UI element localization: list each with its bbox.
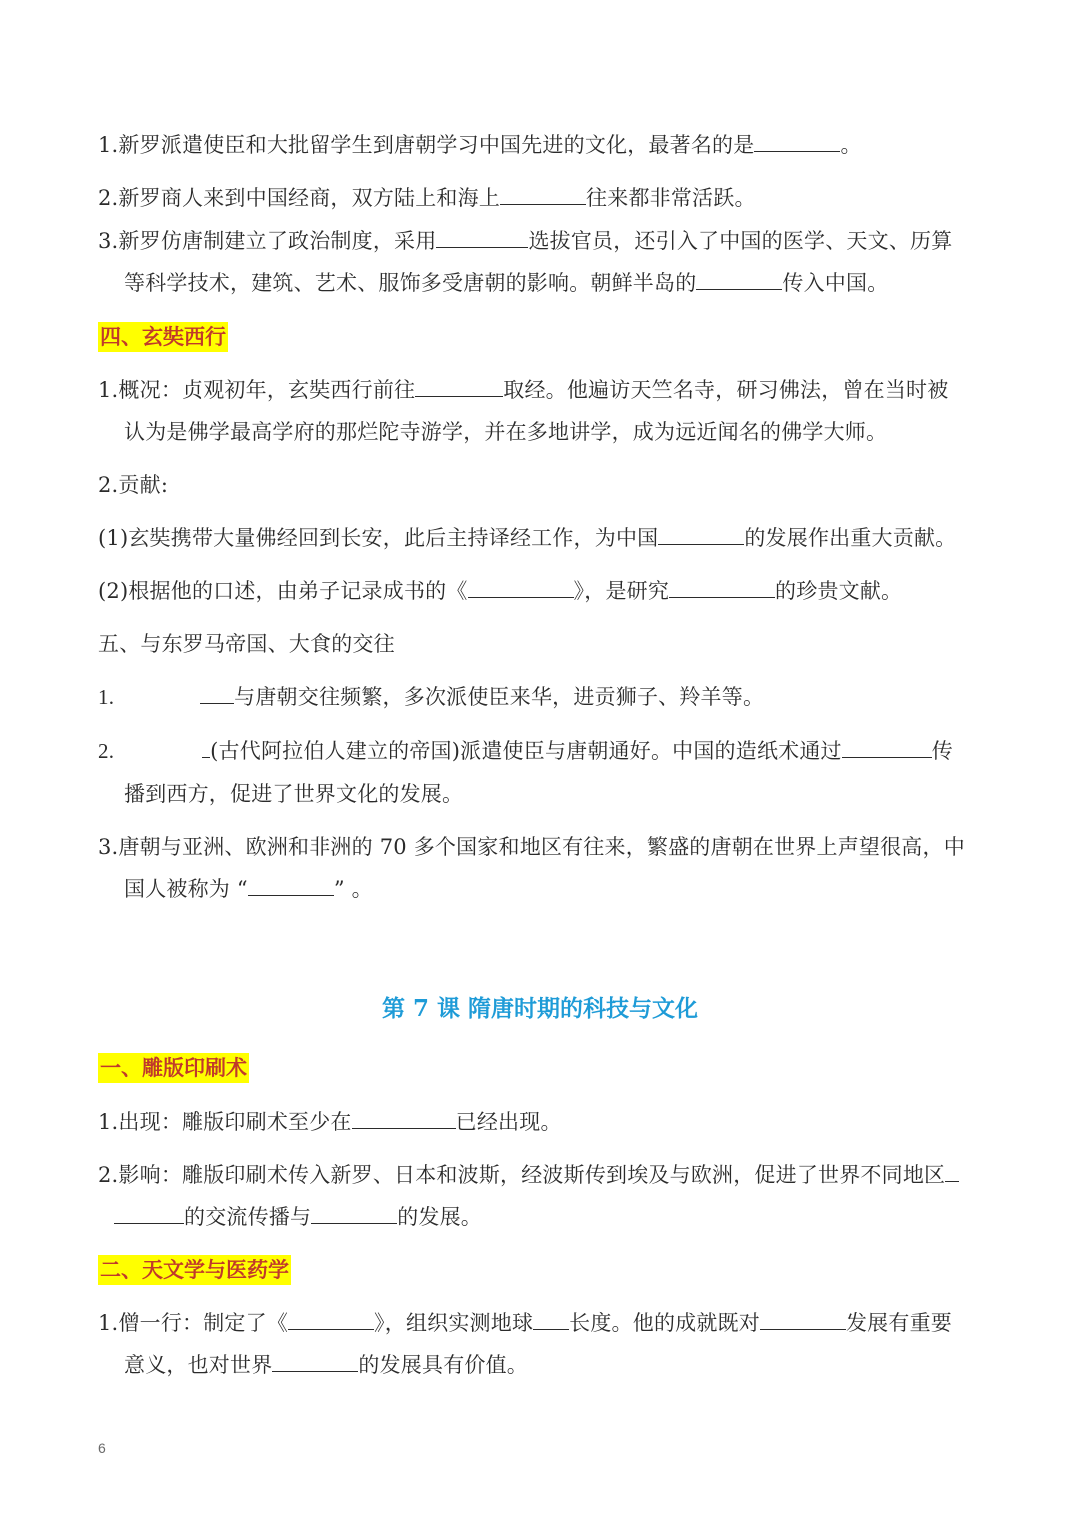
s4-item-1-text: 1.概况：贞观初年，玄奘西行前往 [98, 378, 416, 402]
s6-item-2-line2-end: 的发展。 [397, 1205, 483, 1229]
s4-sub-1-end: 的发展作出重大贡献。 [744, 526, 957, 550]
s7-item-1-line2-end: 的发展具有价值。 [358, 1353, 529, 1377]
answer-blank [288, 1309, 374, 1330]
s3-item-3-mid: 选拔官员，还引入了中国的医学、天文、历算 [528, 229, 953, 253]
s4-sub-1-text: (1)玄奘携带大量佛经回到长安，此后主持译经工作，为中国 [98, 526, 659, 550]
answer-blank [945, 1161, 959, 1182]
s5-item-3: 3.唐朝与亚洲、欧洲和非洲的 70 多个国家和地区有往来，繁盛的唐朝在世界上声望很高，中 [98, 835, 965, 859]
answer-blank [754, 131, 840, 152]
answer-blank [200, 683, 234, 704]
s3-item-2-text: 2.新罗商人来到中国经商，双方陆上和海上 [98, 186, 501, 210]
s7-item-1 [98, 1308, 952, 1338]
answer-blank [415, 376, 503, 397]
s5-item-2-text: (古代阿拉伯人建立的帝国)派遣使臣与唐朝通好。中国的造纸术通过 [210, 739, 842, 763]
s4-sub-2-end: 的珍贵文献。 [775, 579, 903, 603]
s5-item-3-line2-end: ” 。 [333, 877, 373, 901]
lesson-title: 第 7 课 隋唐时期的科技与文化 [381, 995, 699, 1022]
s7-item-1-end: 发展有重要 [845, 1311, 952, 1335]
s3-item-2-end: 往来都非常活跃。 [586, 186, 756, 210]
s6-item-2-line-2 [114, 1202, 482, 1232]
s3-item-1 [98, 130, 862, 160]
s5-item-1-number: 1. [98, 685, 115, 709]
s3-item-3-line2-end: 传入中国。 [782, 271, 889, 295]
s3-item-3-line2-text: 等科学技术，建筑、艺术、服饰多受唐朝的影响。朝鲜半岛的 [124, 271, 697, 295]
answer-blank [311, 1203, 397, 1224]
s7-item-1-mid2: 长度。他的成就既对 [569, 1311, 760, 1335]
s4-sub-2-mid: 》，是研究 [573, 579, 670, 603]
s5-item-1-text: 与唐朝交往频繁，多次派使臣来华，进贡狮子、羚羊等。 [234, 685, 765, 709]
answer-blank [436, 227, 528, 248]
answer-blank [468, 577, 574, 598]
s5-item-3-line2-text: 国人被称为 “ [124, 877, 248, 901]
answer-blank [272, 1351, 358, 1372]
s4-sub-1 [98, 523, 956, 553]
s3-item-1-text: 1.新罗派遣使臣和大批留学生到唐朝学习中国先进的文化，最著名的是 [98, 133, 755, 157]
s7-item-1-line2-text: 意义，也对世界 [124, 1353, 273, 1377]
s3-item-3-line-2 [124, 268, 888, 298]
s3-item-3 [98, 226, 952, 256]
s4-item-1-line-2: 认为是佛学最高学府的那烂陀寺游学，并在多地讲学，成为远近闻名的佛学大师。 [124, 420, 888, 444]
s5-item-1 [98, 682, 764, 712]
section-heading-woodblock-printing: 一、雕版印刷术 [98, 1053, 249, 1083]
s3-item-1-end: 。 [840, 133, 862, 157]
s4-item-1-end: 取经。他遍访天竺名寺，研习佛法，曾在当时被 [503, 378, 949, 402]
s6-item-2 [98, 1160, 959, 1190]
s6-item-1-end: 已经出现。 [455, 1110, 562, 1134]
page-number: 6 [98, 1440, 106, 1456]
s4-item-1 [98, 375, 948, 405]
s3-item-3-text: 3.新罗仿唐制建立了政治制度，采用 [98, 229, 437, 253]
answer-blank [500, 184, 586, 205]
s6-item-1-text: 1.出现：雕版印刷术至少在 [98, 1110, 352, 1134]
s7-item-1-text: 1.僧一行：制定了《 [98, 1311, 289, 1335]
section-heading-xuanzang: 四、玄奘西行 [98, 322, 228, 352]
answer-blank [248, 875, 334, 896]
answer-blank [658, 524, 744, 545]
s6-item-1 [98, 1107, 562, 1137]
section-heading-byzantium: 五、与东罗马帝国、大食的交往 [98, 632, 395, 656]
answer-blank [352, 1108, 456, 1129]
s5-item-2 [98, 736, 953, 766]
s6-item-2-line2-mid: 的交流传播与 [184, 1205, 312, 1229]
s6-item-2-text: 2.影响：雕版印刷术传入新罗、日本和波斯，经波斯传到埃及与欧洲，促进了世界不同地区 [98, 1163, 946, 1187]
answer-blank [114, 1203, 184, 1224]
s5-item-2-line-2: 播到西方，促进了世界文化的发展。 [124, 782, 464, 806]
section-heading-astronomy-medicine: 二、天文学与医药学 [98, 1255, 291, 1285]
s4-sub-2 [98, 576, 902, 606]
answer-blank [842, 737, 932, 758]
answer-blank [696, 269, 782, 290]
answer-blank [533, 1309, 569, 1330]
answer-blank [760, 1309, 846, 1330]
s5-item-2-number: 2. [98, 739, 115, 763]
s7-item-1-line-2 [124, 1350, 528, 1380]
answer-blank [202, 737, 210, 758]
s3-item-2 [98, 183, 756, 213]
s5-item-3-line-2 [124, 874, 373, 904]
s5-item-2-end: 传 [931, 739, 953, 763]
s4-item-2: 2.贡献: [98, 473, 169, 497]
answer-blank [669, 577, 775, 598]
s7-item-1-mid1: 》，组织实测地球 [374, 1311, 534, 1335]
s4-sub-2-text: (2)根据他的口述，由弟子记录成书的《 [98, 579, 468, 603]
